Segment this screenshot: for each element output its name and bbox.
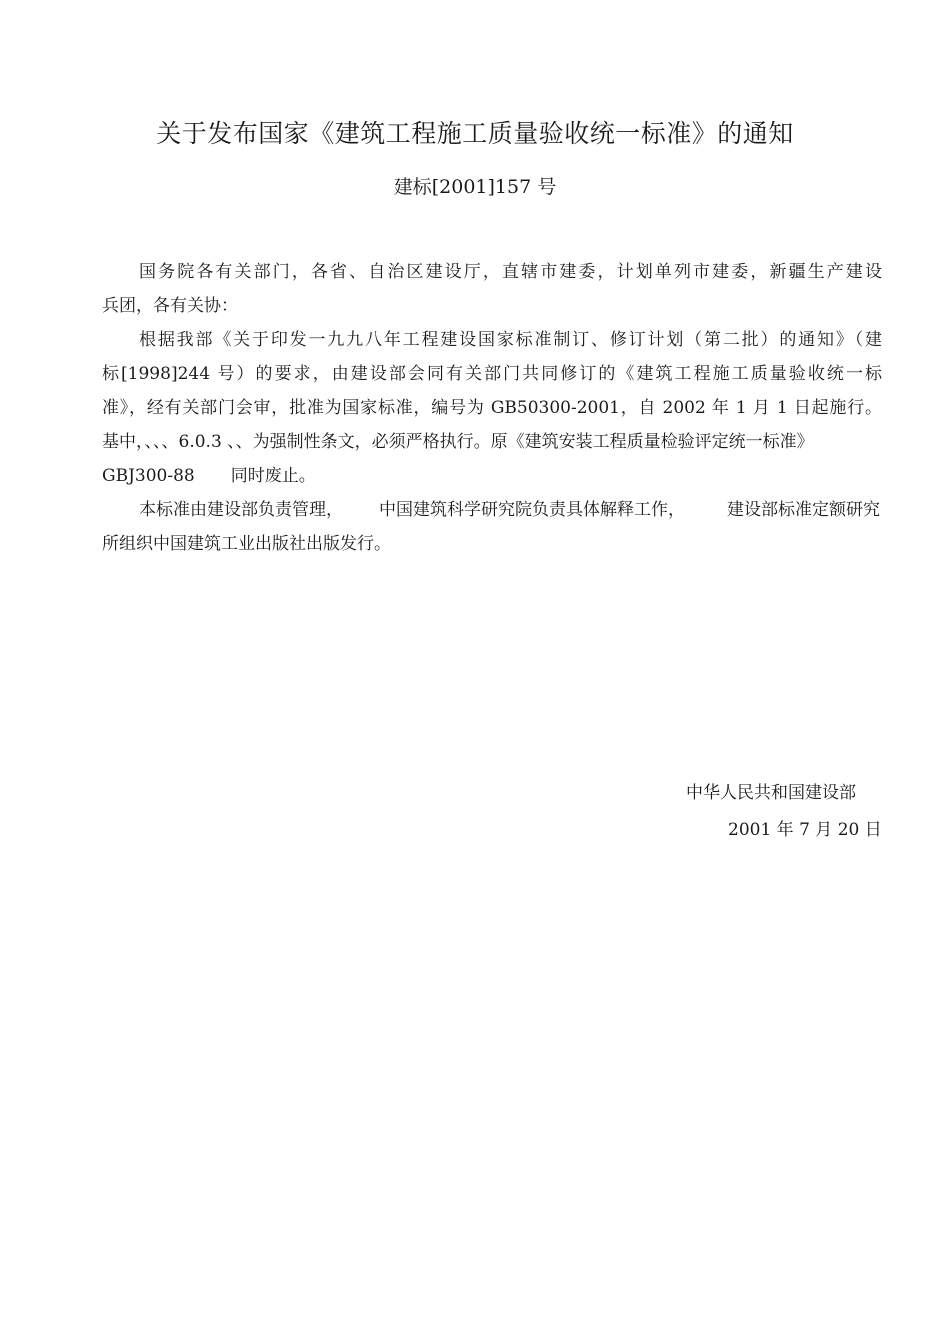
paragraph-2-line-1 — [102, 493, 899, 527]
abolished-note: 同时废止。 — [230, 466, 316, 486]
addressee-line-2: 兵团，各有关协： — [102, 296, 238, 316]
paragraph-1-line-2: 标[1998]244 号）的要求，由建设部会同有关部门共同修订的《建筑工程施工质量验收统一标 — [102, 364, 882, 384]
paragraph-1-line-1: 根据我部《关于印发一九九八年工程建设国家标准制订、修订计划（第二批）的通知》（建 — [139, 330, 882, 350]
addressee-line-1: 国务院各有关部门，各省、自治区建设厅，直辖市建委，计划单列市建委，新疆生产建设 — [139, 262, 882, 282]
document-title: 关于发布国家《建筑工程施工质量验收统一标准》的通知 — [156, 119, 794, 148]
management-clause: 本标准由建设部负责管理， — [139, 500, 343, 520]
document-body — [102, 255, 882, 561]
paragraph-1-line-5 — [102, 459, 882, 493]
paragraph-1-line-4: 基中，、、、6.0.3 、、为强制性条文，必须严格执行。原《建筑安装工程质量检验评定统一标准》 — [102, 432, 814, 452]
paragraph-2-line-2: 所组织中国建筑工业出版社出版发行。 — [102, 534, 391, 554]
issue-date: 2001 年 7 月 20 日 — [728, 820, 882, 840]
paragraph-1-line-3: 准》，经有关部门会审，批准为国家标准，编号为 GB50300-2001，自 2002 年 1 月 1 日起施行。 — [102, 398, 882, 418]
document-number: 建标[2001]157 号 — [393, 176, 557, 198]
interpretation-clause: 中国建筑科学研究院负责具体解释工作， — [379, 500, 685, 520]
issuing-authority: 中华人民共和国建设部 — [686, 783, 856, 803]
publication-clause: 建设部标准定额研究 — [727, 500, 880, 520]
standard-code: GBJ300-88 — [102, 466, 195, 486]
